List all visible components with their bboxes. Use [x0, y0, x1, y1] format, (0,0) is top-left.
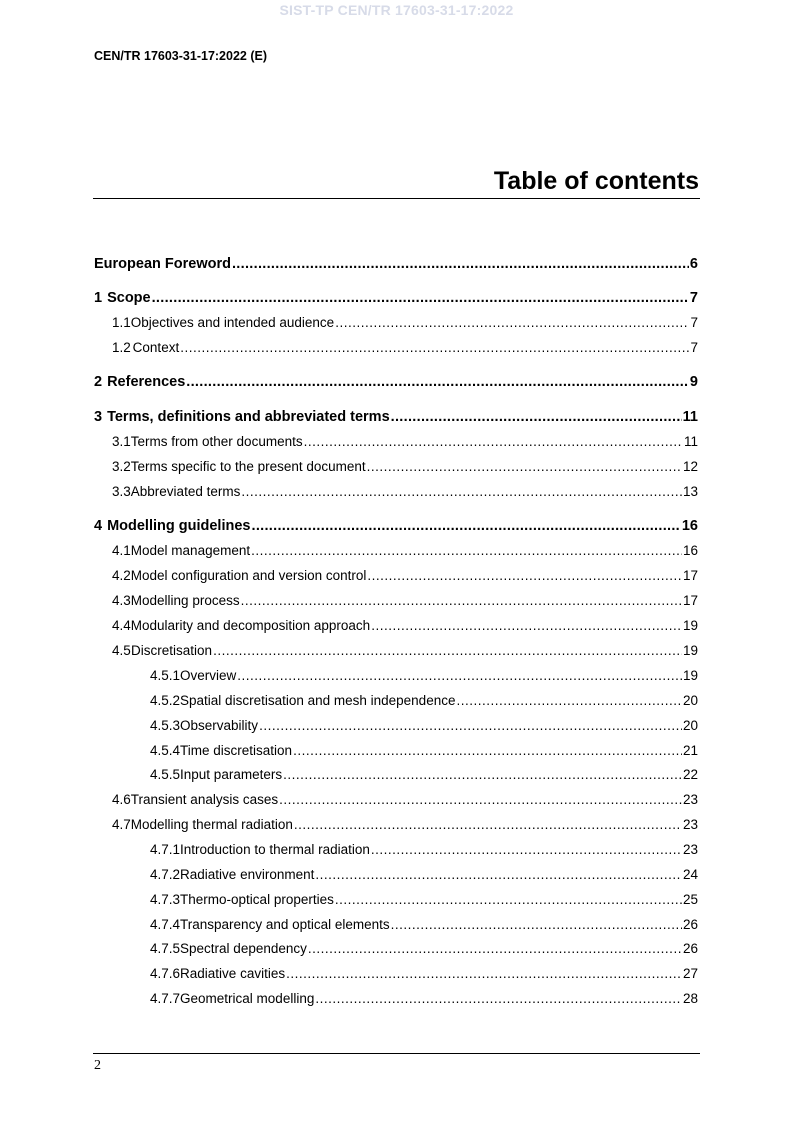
toc-entry-number: 4.7.5: [150, 941, 181, 956]
toc-entry-page: 20: [682, 718, 698, 733]
toc-entry-page: 28: [682, 991, 698, 1006]
toc-entry-number: 4.3: [112, 593, 131, 608]
toc-entry-number: 4.5.3: [150, 718, 181, 733]
toc-dot-leader: [391, 917, 682, 932]
toc-dot-leader: [283, 767, 682, 782]
toc-entry[interactable]: [94, 842, 698, 857]
toc-entry-label: Spectral dependency: [180, 941, 307, 956]
toc-entry-number: 4.7.6: [150, 966, 181, 981]
toc-entry-label: Modelling guidelines: [107, 518, 251, 534]
toc-entry-page: 16: [682, 543, 698, 558]
toc-entry-number: 3.2: [112, 459, 131, 474]
toc-entry-label: Abbreviated terms: [130, 484, 241, 499]
watermark-text: SIST-TP CEN/TR 17603-31-17:2022: [279, 2, 514, 18]
toc-entry[interactable]: [94, 917, 698, 932]
toc-entry-page: 11: [683, 434, 698, 449]
toc-entry-page: 19: [682, 618, 698, 633]
toc-dot-leader: [294, 817, 682, 832]
toc-entry[interactable]: [94, 256, 698, 272]
toc-dot-leader: [237, 668, 682, 683]
toc-entry-page: 23: [682, 817, 698, 832]
toc-entry-label: European Foreword: [94, 256, 231, 272]
toc-entry[interactable]: [94, 618, 698, 633]
toc-dot-leader: [367, 459, 682, 474]
toc-entry[interactable]: [94, 290, 698, 306]
toc-entry[interactable]: [94, 966, 698, 981]
toc-entry-page: 24: [682, 867, 698, 882]
toc-entry-page: 9: [689, 374, 698, 390]
toc-entry-number: 4: [94, 518, 103, 534]
toc-entry-number: 2: [94, 374, 103, 390]
toc-dot-leader: [152, 290, 689, 306]
toc-entry-label: Objectives and intended audience: [130, 315, 335, 330]
toc-entry-page: 12: [682, 459, 698, 474]
toc-entry[interactable]: [94, 409, 698, 425]
toc-entry-label: Geometrical modelling: [180, 991, 315, 1006]
toc-dot-leader: [259, 718, 682, 733]
toc-entry-page: 7: [689, 290, 698, 306]
toc-entry-page: 17: [682, 568, 698, 583]
toc-entry-number: 4.1: [112, 543, 131, 558]
toc-entry[interactable]: [94, 941, 698, 956]
toc-entry-number: 1.2: [112, 340, 131, 355]
toc-entry-page: 11: [682, 409, 698, 425]
toc-entry-page: 23: [682, 842, 698, 857]
toc-entry[interactable]: [94, 693, 698, 708]
toc-dot-leader: [391, 409, 682, 425]
toc-entry-label: Transparency and optical elements: [180, 917, 390, 932]
toc-dot-leader: [315, 991, 682, 1006]
toc-entry-label: Spatial discretisation and mesh independence: [180, 693, 456, 708]
toc-entry-label: Time discretisation: [180, 743, 293, 758]
toc-entry[interactable]: [94, 484, 698, 499]
toc-entry-page: 16: [681, 518, 698, 534]
toc-dot-leader: [186, 374, 689, 390]
toc-title: Table of contents: [493, 167, 699, 195]
toc-entry[interactable]: [94, 668, 698, 683]
toc-entry-page: 23: [682, 792, 698, 807]
toc-entry-number: 4.5: [112, 643, 131, 658]
toc-entry-label: Modelling process: [130, 593, 240, 608]
toc-dot-leader: [304, 434, 683, 449]
toc-entry-page: 20: [682, 693, 698, 708]
toc-entry-label: Context: [132, 340, 180, 355]
toc-entry-page: 25: [682, 892, 698, 907]
toc-dot-leader: [279, 792, 682, 807]
toc-entry[interactable]: [94, 315, 698, 330]
toc-entry[interactable]: [94, 374, 698, 390]
toc-entry-label: Terms from other documents: [130, 434, 303, 449]
toc-entry[interactable]: [94, 892, 698, 907]
toc-entry-label: Radiative environment: [180, 867, 315, 882]
toc-dot-leader: [232, 256, 689, 272]
toc-entry-page: 7: [690, 315, 698, 330]
toc-dot-leader: [241, 484, 682, 499]
toc-entry-number: 3.3: [112, 484, 131, 499]
toc-entry[interactable]: [94, 743, 698, 758]
toc-entry-label: Observability: [180, 718, 259, 733]
toc-entry-number: 4.5.1: [150, 668, 181, 683]
toc-entry-page: 22: [682, 767, 698, 782]
toc-dot-leader: [293, 743, 682, 758]
toc-dot-leader: [286, 966, 682, 981]
toc-entry-number: 1: [94, 290, 103, 306]
toc-entry-page: 6: [689, 256, 698, 272]
toc-dot-leader: [371, 618, 682, 633]
toc-entry-label: Modularity and decomposition approach: [130, 618, 371, 633]
toc-entry[interactable]: [94, 767, 698, 782]
toc-dot-leader: [251, 543, 682, 558]
toc-entry-label: Input parameters: [180, 767, 283, 782]
page-number: 2: [94, 1058, 101, 1073]
toc-entry-label: References: [107, 374, 186, 390]
toc-entry[interactable]: [94, 643, 698, 658]
toc-entry-number: 3.1: [112, 434, 131, 449]
toc-entry-page: 26: [682, 941, 698, 956]
toc-entry[interactable]: [94, 792, 698, 807]
toc-entry-label: Transient analysis cases: [130, 792, 279, 807]
toc-entry-label: Radiative cavities: [180, 966, 286, 981]
toc-entry-page: 27: [682, 966, 698, 981]
toc-entry[interactable]: [94, 459, 698, 474]
toc-entry-label: Introduction to thermal radiation: [180, 842, 370, 857]
toc-dot-leader: [308, 941, 682, 956]
toc-entry-number: 4.5.4: [150, 743, 181, 758]
toc-entry-label: Model management: [130, 543, 251, 558]
toc-entry-page: 13: [682, 484, 698, 499]
toc-entry-page: 7: [690, 340, 698, 355]
toc-entry-number: 4.7: [112, 817, 131, 832]
toc-entry[interactable]: [94, 718, 698, 733]
toc-entry[interactable]: [94, 817, 698, 832]
toc-entry[interactable]: [94, 568, 698, 583]
toc-entry-label: Overview: [180, 668, 237, 683]
toc-entry[interactable]: [94, 593, 698, 608]
toc-entry[interactable]: [94, 991, 698, 1006]
toc-entry-label: Terms, definitions and abbreviated terms: [107, 409, 390, 425]
toc-entry-number: 4.4: [112, 618, 131, 633]
toc-entry-number: 4.6: [112, 792, 131, 807]
toc-entry[interactable]: [94, 867, 698, 882]
toc-entry-number: 4.2: [112, 568, 131, 583]
toc-dot-leader: [371, 842, 682, 857]
toc-entry-number: 4.7.3: [150, 892, 181, 907]
toc-dot-leader: [213, 643, 682, 658]
toc-entry-page: 21: [682, 743, 698, 758]
toc-dot-leader: [335, 315, 689, 330]
toc-entry-number: 4.7.7: [150, 991, 181, 1006]
toc-entry-number: 4.5.2: [150, 693, 181, 708]
toc-entry-page: 17: [682, 593, 698, 608]
toc-dot-leader: [241, 593, 682, 608]
toc-entry-label: Model configuration and version control: [130, 568, 367, 583]
toc-entry[interactable]: [94, 518, 698, 534]
toc-dot-leader: [335, 892, 682, 907]
table-of-contents: [94, 0, 698, 1040]
toc-entry-number: 4.7.4: [150, 917, 181, 932]
document-id: CEN/TR 17603-31-17:2022 (E): [94, 49, 267, 63]
toc-entry[interactable]: [94, 434, 698, 449]
toc-dot-leader: [315, 867, 682, 882]
toc-entry-label: Discretisation: [131, 643, 213, 658]
toc-entry-number: 4.7.1: [150, 842, 181, 857]
toc-dot-leader: [180, 340, 689, 355]
toc-entry-number: 4.7.2: [150, 867, 181, 882]
toc-entry-number: 4.5.5: [150, 767, 181, 782]
toc-entry-label: Terms specific to the present document: [130, 459, 366, 474]
toc-entry-page: 26: [682, 917, 698, 932]
toc-entry-label: Modelling thermal radiation: [130, 817, 293, 832]
toc-entry-label: Thermo-optical properties: [180, 892, 334, 907]
toc-entry-page: 19: [682, 668, 698, 683]
toc-entry-page: 19: [682, 643, 698, 658]
footer-divider: [93, 1053, 700, 1054]
toc-entry-number: 3: [94, 409, 103, 425]
toc-entry-label: Scope: [107, 290, 151, 306]
toc-dot-leader: [367, 568, 682, 583]
toc-entry[interactable]: [94, 543, 698, 558]
toc-entry-number: 1.1: [112, 315, 131, 330]
toc-dot-leader: [456, 693, 682, 708]
toc-dot-leader: [251, 518, 680, 534]
toc-entry[interactable]: [94, 340, 698, 355]
